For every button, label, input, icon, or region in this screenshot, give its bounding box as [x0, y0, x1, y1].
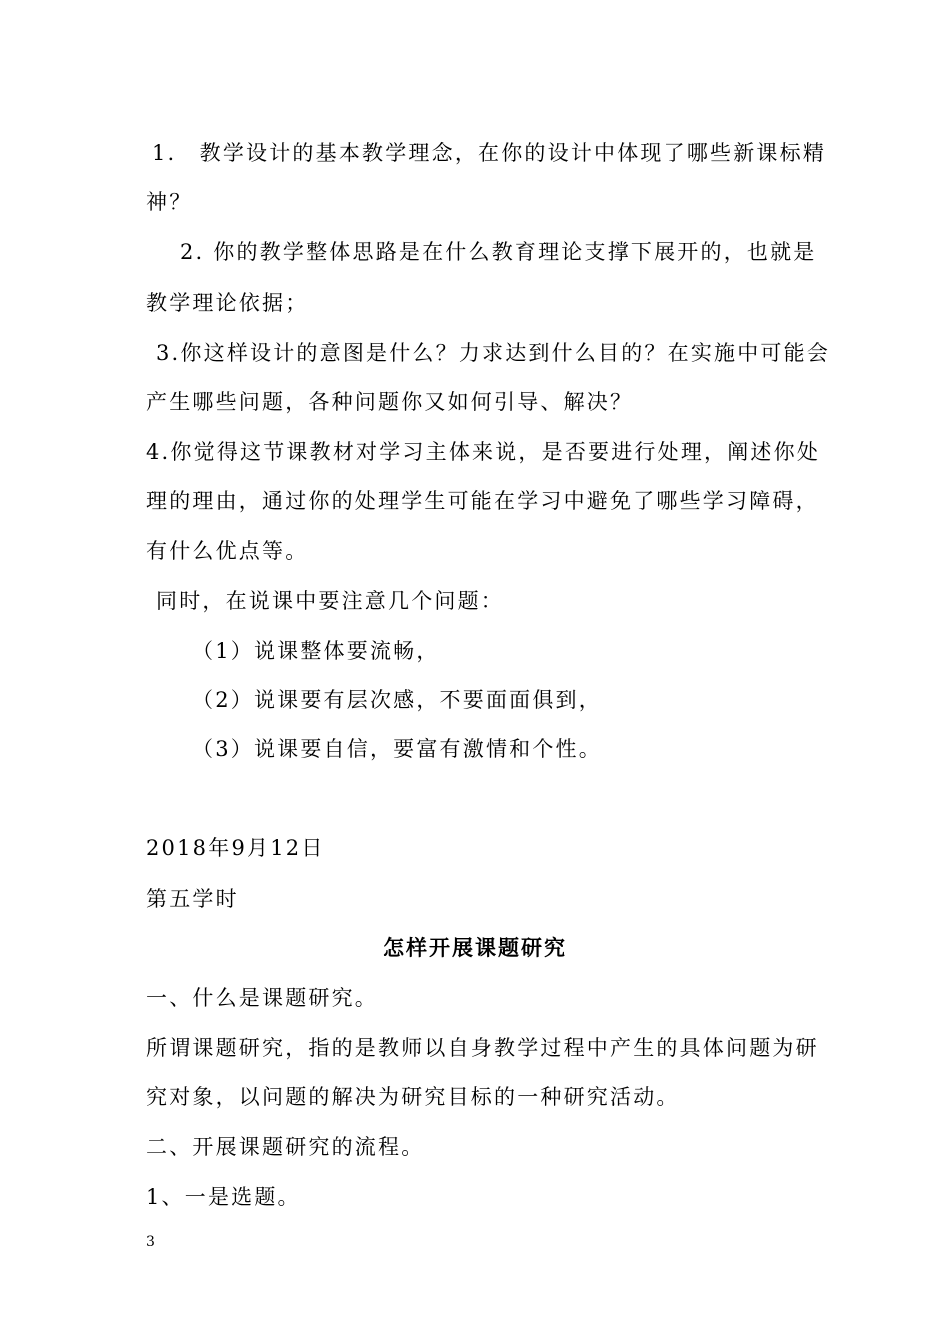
- paragraph-line-7: 4.你觉得这节课教材对学习主体来说，是否要进行处理，阐述你处: [146, 440, 821, 464]
- lesson-label: 第五学时: [146, 887, 239, 911]
- list-item-4: 1、一是选题。: [146, 1185, 301, 1209]
- page-number: 3: [146, 1234, 155, 1250]
- paragraph-line-8: 理的理由，通过你的处理学生可能在学习中避免了哪些学习障碍，: [146, 489, 819, 513]
- list-item-2: （2）说课要有层次感，不要面面俱到，: [192, 688, 602, 712]
- section-title: 怎样开展课题研究: [383, 935, 567, 960]
- paragraph-line-3: 2. 你的教学整体思路是在什么教育理论支撑下展开的，也就是: [180, 240, 817, 264]
- paragraph-line-2: 神？: [146, 190, 193, 214]
- paragraph-line-12: 究对象，以问题的解决为研究目标的一种研究活动。: [146, 1085, 680, 1109]
- paragraph-line-6: 产生哪些问题，各种问题你又如何引导、解决？: [146, 390, 634, 414]
- paragraph-line-9: 有什么优点等。: [146, 539, 309, 563]
- paragraph-line-11: 所谓课题研究，指的是教师以自身教学过程中产生的具体问题为研: [146, 1036, 819, 1060]
- heading-2: 二、开展课题研究的流程。: [146, 1135, 425, 1159]
- list-item-1: （1）说课整体要流畅，: [192, 639, 440, 663]
- date-line: 2018年9月12日: [146, 836, 325, 860]
- list-item-3: （3）说课要自信，要富有激情和个性。: [192, 737, 602, 761]
- paragraph-line-10: 同时，在说课中要注意几个问题：: [156, 589, 504, 613]
- paragraph-line-5: 3.你这样设计的意图是什么？力求达到什么目的？在实施中可能会: [156, 341, 831, 365]
- paragraph-line-4: 教学理论依据；: [146, 291, 309, 315]
- heading-1: 一、什么是课题研究。: [146, 986, 378, 1010]
- paragraph-line-1: 1. 教学设计的基本教学理念，在你的设计中体现了哪些新课标精: [152, 141, 827, 165]
